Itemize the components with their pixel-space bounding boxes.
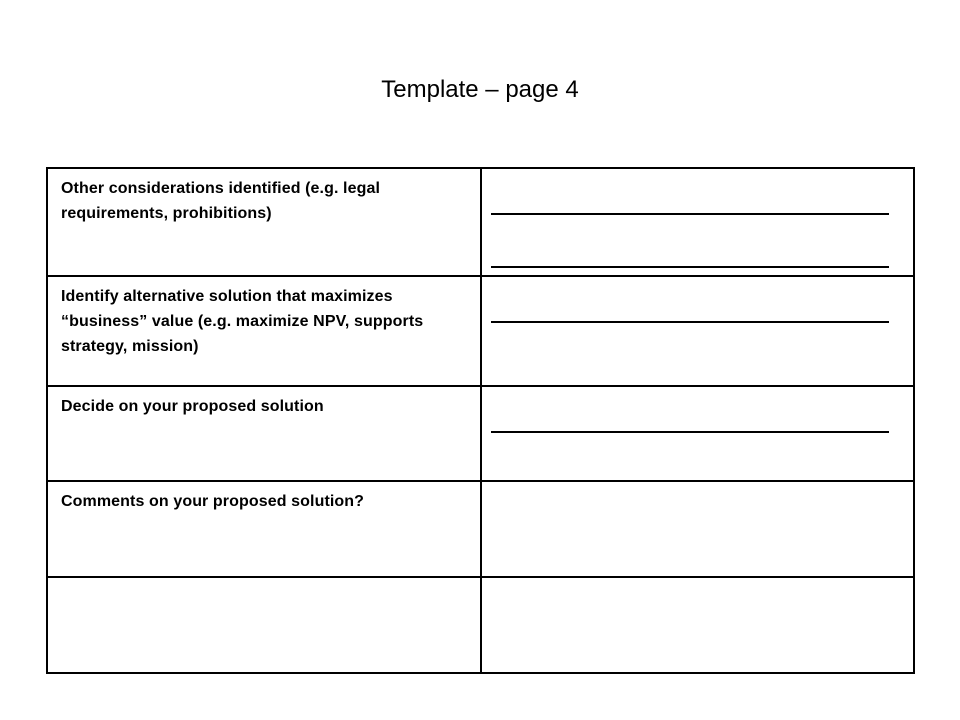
table-row bbox=[47, 276, 914, 386]
answer-cell[interactable] bbox=[481, 276, 914, 386]
row-label-cell bbox=[47, 168, 481, 276]
answer-line[interactable] bbox=[491, 431, 889, 433]
row-label: Identify alternative solution that maximizes “business” value (e.g. maximize NPV, supports strategy, mission) bbox=[61, 288, 424, 355]
answer-line[interactable] bbox=[491, 213, 889, 215]
row-label: Comments on your proposed solution? bbox=[61, 493, 365, 510]
answer-cell[interactable] bbox=[481, 386, 914, 481]
row-label bbox=[48, 578, 480, 585]
row-label-cell bbox=[47, 386, 481, 481]
answer-line[interactable] bbox=[491, 266, 889, 268]
template-table bbox=[46, 167, 915, 674]
row-label-cell bbox=[47, 481, 481, 577]
table-row bbox=[47, 481, 914, 577]
row-label-cell bbox=[47, 276, 481, 386]
row-label: Other considerations identified (e.g. legal requirements, prohibitions) bbox=[61, 180, 381, 222]
row-label-cell[interactable] bbox=[47, 577, 481, 673]
table-row bbox=[47, 577, 914, 673]
answer-line[interactable] bbox=[491, 321, 889, 323]
answer-cell[interactable] bbox=[481, 577, 914, 673]
table-row bbox=[47, 168, 914, 276]
page-title: Template – page 4 bbox=[381, 76, 579, 103]
answer-cell[interactable] bbox=[481, 168, 914, 276]
table-row bbox=[47, 386, 914, 481]
answer-cell[interactable] bbox=[481, 481, 914, 577]
row-label: Decide on your proposed solution bbox=[61, 398, 324, 415]
